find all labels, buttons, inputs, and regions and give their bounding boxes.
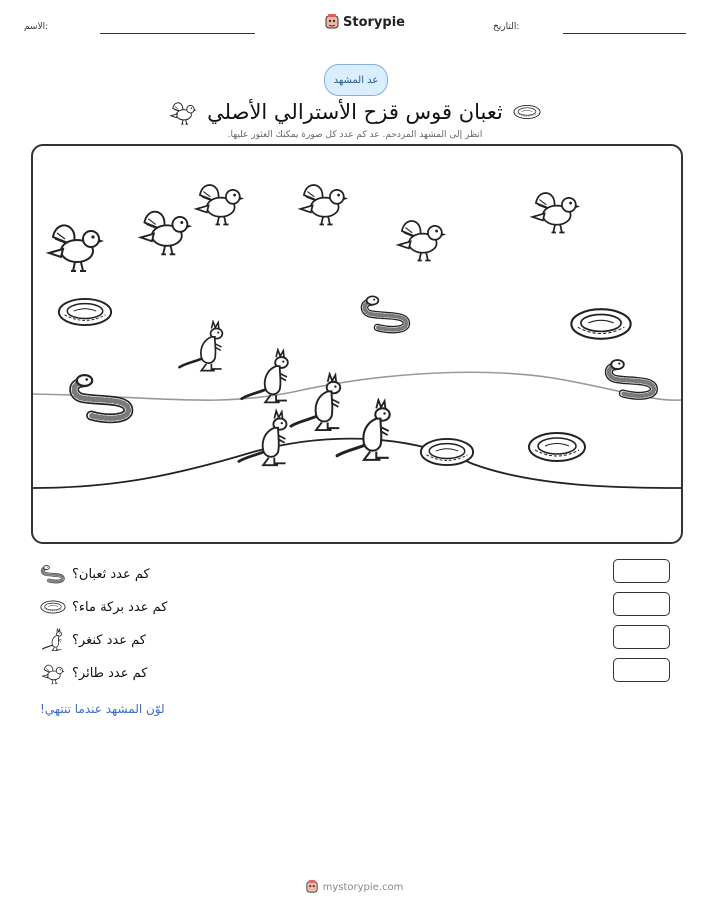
name-line[interactable] <box>100 33 255 34</box>
name-label: الاسم: <box>24 22 49 32</box>
question-text: كم عدد بركة ماء؟ <box>72 599 168 615</box>
answer-box-kangaroo[interactable] <box>613 625 670 649</box>
snake <box>364 296 406 329</box>
waterhole <box>421 439 473 465</box>
answer-box-waterhole[interactable] <box>613 592 670 616</box>
answer-box-snake[interactable] <box>613 559 670 583</box>
storypie-mascot-icon <box>306 880 318 894</box>
bird-icon <box>40 661 66 685</box>
counting-scene <box>31 144 683 544</box>
answer-box-bird[interactable] <box>613 658 670 682</box>
title-row <box>160 96 550 128</box>
footer-url[interactable]: mystorypie.com <box>322 881 404 893</box>
question-snake <box>40 562 150 586</box>
date-label: التاريخ: <box>493 22 520 32</box>
instructions: انظر إلى المشهد المزدحم. عد كم عدد كل صورة يمكنك العثور عليها. <box>227 130 483 140</box>
footer <box>0 880 709 894</box>
color-instruction: لوّن المشهد عندما تنتهي! <box>40 702 165 716</box>
bird <box>141 212 192 255</box>
bird <box>398 221 446 261</box>
question-text: كم عدد طائر؟ <box>72 665 148 681</box>
bird <box>300 185 348 225</box>
question-bird <box>40 661 147 685</box>
horizon-line-back <box>33 372 681 400</box>
date-line[interactable] <box>563 33 686 34</box>
kangaroo-icon <box>40 628 66 652</box>
bird <box>532 193 580 233</box>
waterhole <box>529 433 585 461</box>
kangaroo <box>179 322 222 371</box>
bird-icon <box>169 98 197 126</box>
page-title: ثعبان قوس قزح الأسترالي الأصلي <box>207 100 503 124</box>
storypie-mascot-icon <box>325 14 339 30</box>
question-text: كم عدد ثعبان؟ <box>72 566 150 582</box>
question-waterhole <box>40 595 168 619</box>
waterhole <box>59 299 111 325</box>
brand-name: Storypie <box>343 14 405 30</box>
question-text: كم عدد كنغر؟ <box>72 632 146 648</box>
kangaroo <box>239 411 287 465</box>
kangaroo <box>291 374 340 430</box>
waterhole-icon <box>40 599 66 615</box>
waterhole-icon <box>513 103 541 121</box>
kangaroo <box>337 400 390 460</box>
brand-logo <box>325 14 405 30</box>
snake-icon <box>40 563 66 585</box>
waterhole <box>571 309 630 339</box>
bird <box>196 185 244 225</box>
bird <box>49 225 104 271</box>
question-kangaroo <box>40 628 146 652</box>
scene-count-badge: عد المشهد <box>324 64 388 96</box>
